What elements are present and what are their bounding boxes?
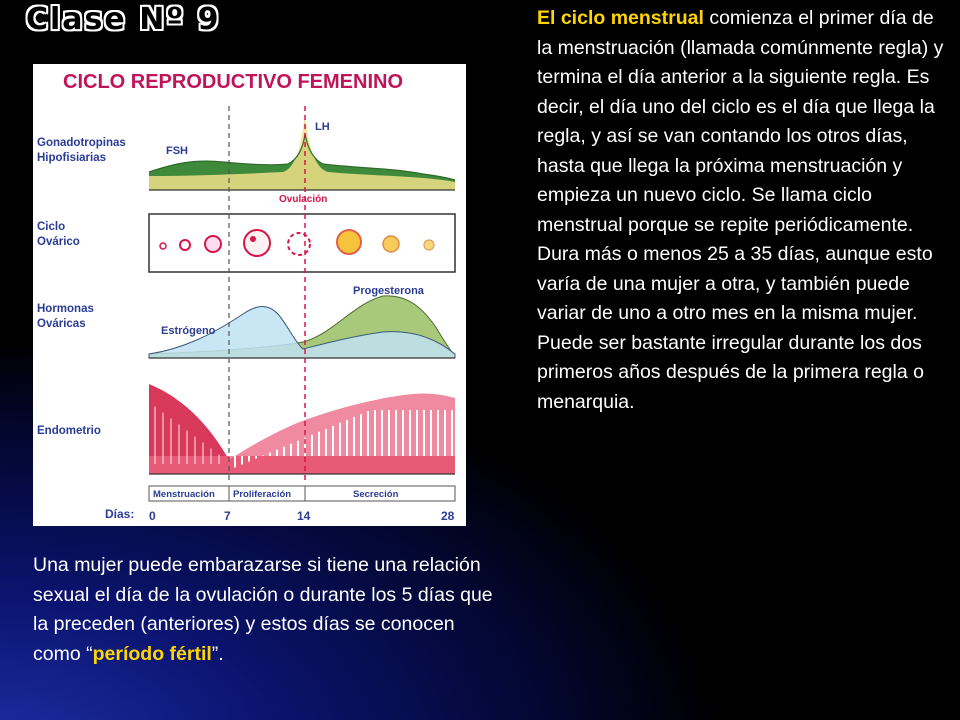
fertile-period-body: Una mujer puede embarazarse si tiene una relación sexual el día de la ovulación o durante los 5 días que la preceden (anteriores) y estos días se conocen como “ (33, 554, 493, 665)
follicle-stage-4-oocyte (250, 236, 256, 242)
reproductive-cycle-diagram (33, 64, 466, 526)
slide-title: Clase Nº 9 (26, 2, 221, 37)
lh-label: LH (315, 121, 330, 133)
endometrium-growth (229, 393, 455, 460)
phase-menstruacion: Menstruación (153, 489, 215, 500)
phase-bar (149, 486, 455, 501)
gonadotropin-curves (149, 114, 455, 205)
day-28: 28 (441, 509, 455, 523)
endometrium-panel (149, 384, 455, 474)
label-gonadotropinas: Gonadotropinas (37, 137, 126, 149)
ovulation-label: Ovulación (279, 194, 328, 205)
day-14: 14 (297, 509, 311, 523)
corpus-luteum-3 (424, 240, 434, 250)
label-ovarico: Ovárico (37, 236, 80, 248)
phase-proliferacion: Proliferación (233, 489, 292, 500)
label-hipofisiarias: Hipofisiarias (37, 152, 107, 164)
corpus-luteum-1 (337, 230, 361, 254)
menstrual-cycle-paragraph (537, 4, 947, 417)
ovarian-cycle-panel (149, 214, 455, 272)
label-ciclo: Ciclo (37, 221, 66, 233)
label-hormonas: Hormonas (37, 303, 94, 315)
corpus-luteum-2 (383, 236, 399, 252)
days-label: Días: (105, 507, 135, 521)
progesterone-label: Progesterona (353, 285, 424, 297)
menstrual-cycle-highlight: El ciclo menstrual (537, 7, 704, 29)
phase-secrecion: Secreción (353, 489, 399, 500)
ovarian-hormone-curves (149, 285, 455, 358)
label-ovaricas: Ováricas (37, 318, 86, 330)
fertile-period-highlight: período fértil (92, 642, 212, 665)
day-7: 7 (224, 509, 231, 523)
fertile-period-paragraph (33, 551, 503, 669)
ovulating-follicle (288, 233, 310, 255)
estrogen-label: Estrógeno (161, 325, 216, 337)
fertile-period-end: ”. (211, 642, 224, 665)
diagram-title: CICLO REPRODUCTIVO FEMENINO (63, 71, 404, 93)
lh-curve (149, 114, 455, 190)
day-0: 0 (149, 509, 156, 523)
label-endometrio: Endometrio (37, 425, 101, 437)
fsh-label: FSH (166, 145, 188, 157)
menstrual-cycle-body: comienza el primer día de la menstruación (llamada comúnmente regla) y termina el día anterior a la siguiente regla. Es decir, el día uno del ciclo es el día que llega la regla, y así se van contando los otros días, hasta que llega la próxima menstruación y empieza un nuevo ciclo. Se llama ciclo menstrual porque se repite periódicamente. Dura más o menos 25 a 35 días, aunque esto varía de una mujer a otra, y también puede variar de uno a otro mes en la misma mujer. Puede ser bastante irregular durante los dos primeros años después de la primera regla o menarquia. (537, 7, 944, 413)
follicle-stage-3 (205, 236, 221, 252)
follicle-stage-4 (244, 230, 270, 256)
